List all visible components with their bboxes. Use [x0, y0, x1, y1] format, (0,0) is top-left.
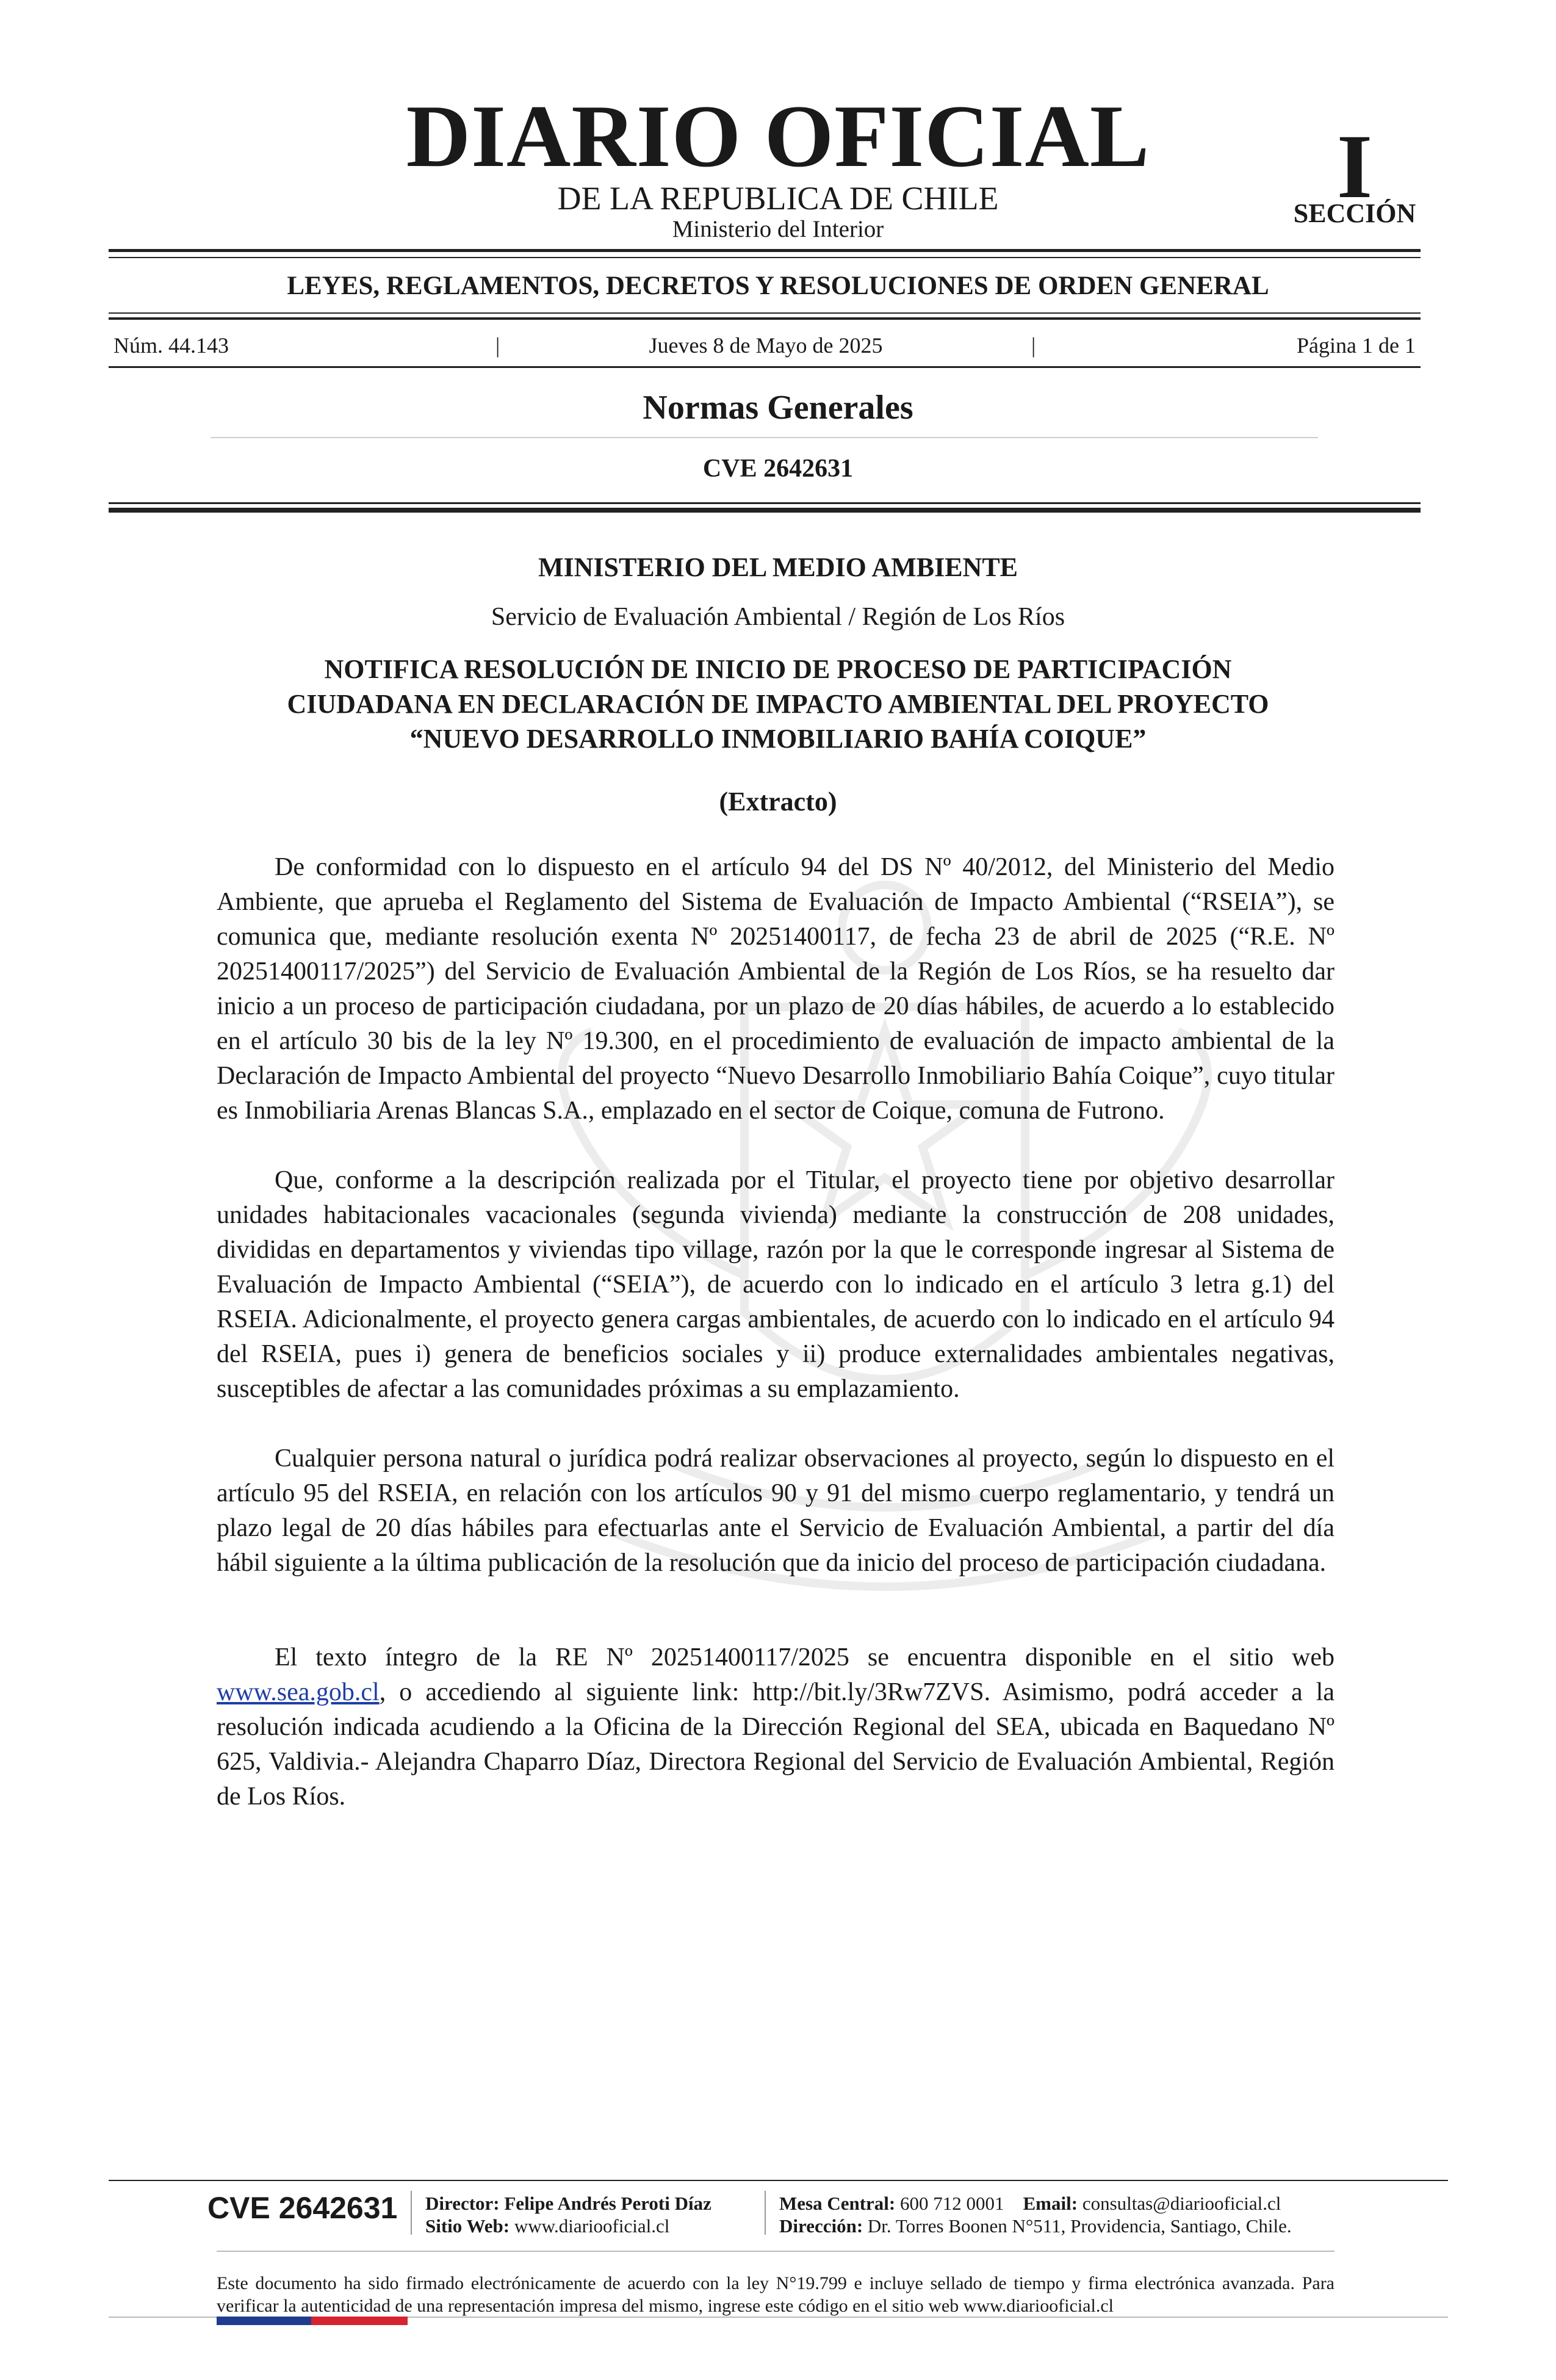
document-title-line: NOTIFICA RESOLUCIÓN DE INICIO DE PROCESO DE PARTICIPACIÓN: [324, 654, 1232, 684]
section-label: SECCIÓN: [1293, 198, 1416, 228]
address-value: Dr. Torres Boonen N°511, Providencia, Santiago, Chile.: [867, 2215, 1292, 2237]
section-banner: LEYES, REGLAMENTOS, DECRETOS Y RESOLUCIONES DE ORDEN GENERAL: [287, 272, 1269, 300]
heading-rule-thin: [109, 502, 1421, 504]
newspaper-subtitle: DE LA REPUBLICA DE CHILE: [557, 180, 999, 217]
phone-value: 600 712 0001: [900, 2193, 1004, 2214]
body-paragraph-availability: [217, 1640, 1334, 1814]
sea-website-link[interactable]: www.sea.gob.cl: [217, 1678, 380, 1706]
document-title-line: CIUDADANA EN DECLARACIÓN DE IMPACTO AMBIENTAL DEL PROYECTO: [287, 689, 1269, 719]
address-label: Dirección:: [779, 2215, 863, 2237]
site-value: www.diariooficial.cl: [514, 2215, 670, 2237]
info-rule: [109, 366, 1421, 368]
ministry-line: Ministerio del Interior: [672, 216, 884, 242]
issuing-service: Servicio de Evaluación Ambiental / Región de Los Ríos: [491, 603, 1065, 631]
availability-text: El texto íntegro de la RE Nº 20251400117/2025 se encuentra disponible en el sitio web: [275, 1643, 1334, 1671]
flag-stripe-blue: [217, 2317, 311, 2325]
document-title-line: “NUEVO DESARROLLO INMOBILIARIO BAHÍA COIQUE”: [409, 724, 1147, 754]
footer-address: [779, 2215, 1292, 2237]
footer-mid-rule: [217, 2251, 1334, 2252]
document-title: [183, 652, 1373, 756]
footer-top-rule: [109, 2180, 1448, 2181]
issue-number: Núm. 44.143: [113, 333, 229, 358]
footer-divider: [765, 2191, 766, 2235]
issuing-ministry: MINISTERIO DEL MEDIO AMBIENTE: [538, 552, 1018, 582]
footer-divider: [411, 2191, 412, 2235]
issue-separator: |: [495, 333, 500, 358]
issue-date: Jueves 8 de Mayo de 2025: [649, 333, 883, 358]
footer-cve-code: CVE 2642631: [207, 2191, 398, 2225]
page-indicator: Página 1 de 1: [1297, 333, 1416, 358]
body-paragraph: Que, conforme a la descripción realizada por el Titular, el proyecto tiene por objetivo desarrollar unidades habitacionales vacacionales (segunda vivienda) mediante la construcción de 208 unidades, divididas en departamentos y viviendas tipo village, razón por la que le corresponde ingresar al Sistema de Evaluación de Impacto Ambiental (“SEIA”), de acuerdo con lo indicado en el artículo 3 letra g.1) del RSEIA. Adicionalmente, el proyecto genera cargas ambientales, de acuerdo con lo indicado en el artículo 94 del RSEIA, pues i) genera de beneficios sociales y ii) produce externalidades ambientales negativas, susceptibles de afectar a las comunidades próximas a su emplazamiento.: [217, 1166, 1334, 1403]
footer-contact: [779, 2192, 1281, 2215]
issue-separator: |: [1031, 333, 1036, 358]
footer-website: [425, 2215, 669, 2237]
footer-director: [425, 2192, 711, 2215]
category-underline: [211, 437, 1318, 438]
availability-text-continued: , o accediendo al siguiente link: http://bit.ly/3Rw7ZVS. Asimismo, podrá acceder a la resolución indicada acudiendo a la Oficina de la Dirección Regional del SEA, ubicada en Baquedano Nº 625, Valdivia.- Alejandra Chaparro Díaz, Directora Regional del Servicio de Evaluación Ambiental, Región de Los Ríos.: [217, 1678, 1334, 1811]
banner-rule-thick: [109, 317, 1421, 320]
masthead-rule-thick: [109, 249, 1421, 252]
flag-stripe-red: [311, 2317, 408, 2325]
signature-notice: Este documento ha sido firmado electrónicamente de acuerdo con la ley N°19.799 e incluye sellado de tiempo y firma electrónica avanzada. Para verificar la autenticidad de una representación impresa del mismo, ingrese este código en el sitio web www.diariooficial.cl: [217, 2273, 1334, 2316]
body-paragraph: De conformidad con lo dispuesto en el artículo 94 del DS Nº 40/2012, del Ministerio del Medio Ambiente, que aprueba el Reglamento del Sistema de Evaluación de Impacto Ambiental (“RSEIA”), se comunica que, mediante resolución exenta Nº 20251400117, de fecha 23 de abril de 2025 (“R.E. Nº 20251400117/2025”) del Servicio de Evaluación Ambiental de la Región de Los Ríos, se ha resuelto dar inicio a un proceso de participación ciudadana, por un plazo de 20 días hábiles, de acuerdo a lo establecido en el artículo 30 bis de la ley Nº 19.300, en el procedimiento de evaluación de impacto ambiental de la Declaración de Impacto Ambiental del proyecto “Nuevo Desarrollo Inmobiliario Bahía Coique”, cuyo titular es Inmobiliaria Arenas Blancas S.A., emplazado en el sector de Coique, comuna de Futrono.: [217, 853, 1334, 1125]
newspaper-title: DIARIO OFICIAL: [406, 87, 1150, 186]
email-label: Email:: [1023, 2193, 1078, 2214]
section-number: I: [1336, 116, 1373, 217]
heading-rule-thick: [109, 508, 1421, 513]
extract-label: (Extracto): [719, 787, 837, 817]
email-value: consultas@diariooficial.cl: [1082, 2193, 1281, 2214]
category-heading: Normas Generales: [643, 389, 913, 427]
director-label: Director:: [425, 2193, 500, 2214]
masthead-rule-thin: [109, 257, 1421, 258]
director-name: Felipe Andrés Peroti Díaz: [504, 2193, 711, 2214]
phone-label: Mesa Central:: [779, 2193, 896, 2214]
site-label: Sitio Web:: [425, 2215, 510, 2237]
banner-rule-thin: [109, 312, 1421, 314]
body-paragraph: Cualquier persona natural o jurídica podrá realizar observaciones al proyecto, según lo dispuesto en el artículo 95 del RSEIA, en relación con los artículos 90 y 91 del mismo cuerpo reglamentario, y tendrá un plazo legal de 20 días hábiles para efectuarlas ante el Servicio de Evaluación Ambiental, a partir del día hábil siguiente a la última publicación de la resolución que da inicio del proceso de participación ciudadana.: [217, 1444, 1334, 1577]
cve-code: CVE 2642631: [702, 455, 854, 483]
